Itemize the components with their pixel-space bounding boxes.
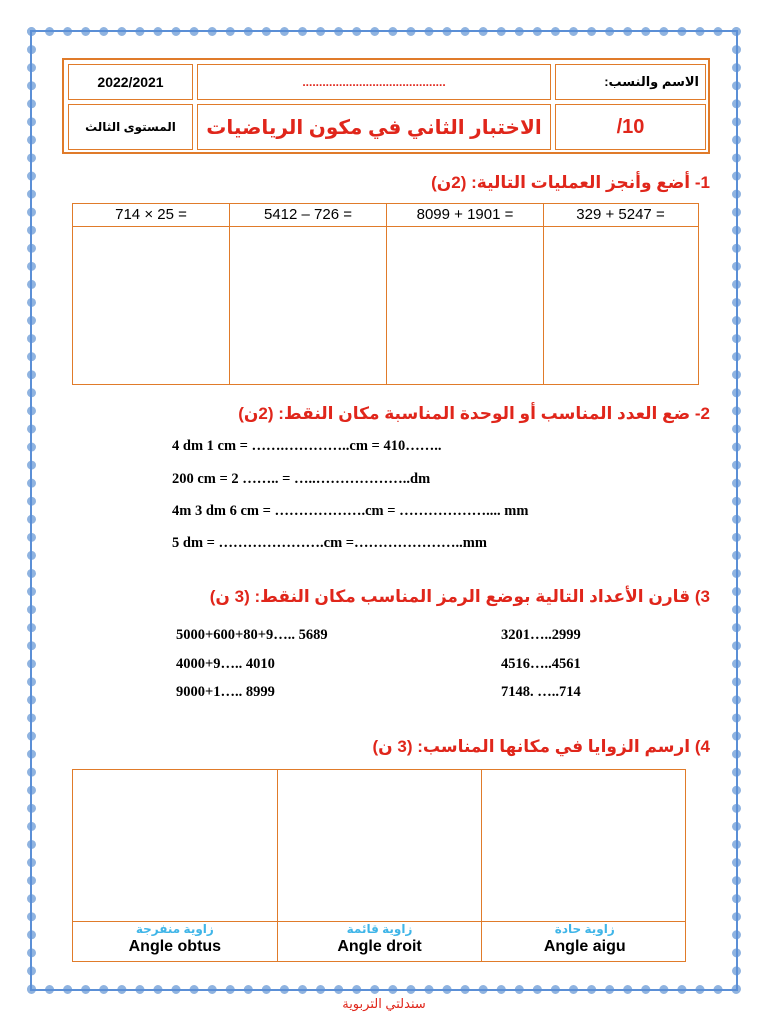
- compare-right-3[interactable]: 7148. …..714: [501, 684, 581, 700]
- angle-label-fr: Angle aigu: [543, 938, 626, 955]
- score-box: /10: [555, 104, 706, 150]
- answer-space-2[interactable]: [230, 226, 387, 384]
- name-dots[interactable]: ...........................................: [197, 64, 551, 100]
- compare-left-2[interactable]: 4000+9….. 4010: [176, 656, 275, 672]
- school-year: 2022/2021: [68, 64, 193, 100]
- compare-right-1[interactable]: 3201…..2999: [501, 627, 581, 643]
- angle-cell-obtus[interactable]: [73, 770, 278, 961]
- test-title: الاختبار الثاني في مكون الرياضيات: [197, 104, 551, 150]
- angle-label-fr: Angle droit: [337, 938, 422, 955]
- operation-3: 8099 + 1901 =: [387, 204, 544, 226]
- question-4-title: 4) ارسم الزوايا في مكانها المناسب: (3 ن): [372, 737, 710, 756]
- angle-label-ar: زاوية حادة: [554, 922, 615, 936]
- footer-credit: سندلتي التربوية: [342, 996, 426, 1011]
- compare-left-1[interactable]: 5000+600+80+9….. 5689: [176, 627, 328, 643]
- answer-space-4[interactable]: [544, 226, 697, 384]
- compare-right-2[interactable]: 4516…..4561: [501, 656, 581, 672]
- angle-cell-droit[interactable]: [278, 770, 483, 961]
- angles-table: [72, 769, 686, 962]
- angle-cell-aigu[interactable]: [482, 770, 687, 961]
- operation-1: 714 × 25 =: [73, 204, 230, 226]
- answer-space-3[interactable]: [387, 226, 544, 384]
- level-label: المستوى الثالث: [68, 104, 193, 150]
- header-table: [62, 58, 710, 154]
- operations-table: [72, 203, 699, 385]
- question-2-title: 2- ضع العدد المناسب أو الوحدة المناسبة مكان النقط: (2ن): [238, 404, 710, 423]
- angle-label-ar: زاوية قائمة: [346, 922, 413, 936]
- question-3-title: 3) قارن الأعداد التالية بوضع الرمز المناسب مكان النقط: (3 ن): [209, 587, 710, 606]
- answer-space-1[interactable]: [73, 226, 230, 384]
- conversion-line-3[interactable]: 4m 3 dm 6 cm = ……………….cm = ……………….... mm: [172, 503, 529, 519]
- conversion-line-1[interactable]: 4 dm 1 cm = …….…………..cm = 410……..: [172, 438, 442, 454]
- conversion-line-2[interactable]: 200 cm = 2 …….. = …..………………..dm: [172, 471, 431, 487]
- compare-left-3[interactable]: 9000+1….. 8999: [176, 684, 275, 700]
- angle-label-fr: Angle obtus: [128, 938, 222, 955]
- name-label: الاسم والنسب:: [555, 64, 706, 100]
- operation-2: 5412 – 726 =: [230, 204, 387, 226]
- angle-label-ar: زاوية منفرجة: [135, 922, 214, 936]
- conversion-line-4[interactable]: 5 dm = ………………….cm =…………………..mm: [172, 535, 487, 551]
- question-1-title: 1- أضع وأنجز العمليات التالية: (2ن): [431, 173, 710, 192]
- operation-4: 329 + 5247 =: [576, 206, 665, 223]
